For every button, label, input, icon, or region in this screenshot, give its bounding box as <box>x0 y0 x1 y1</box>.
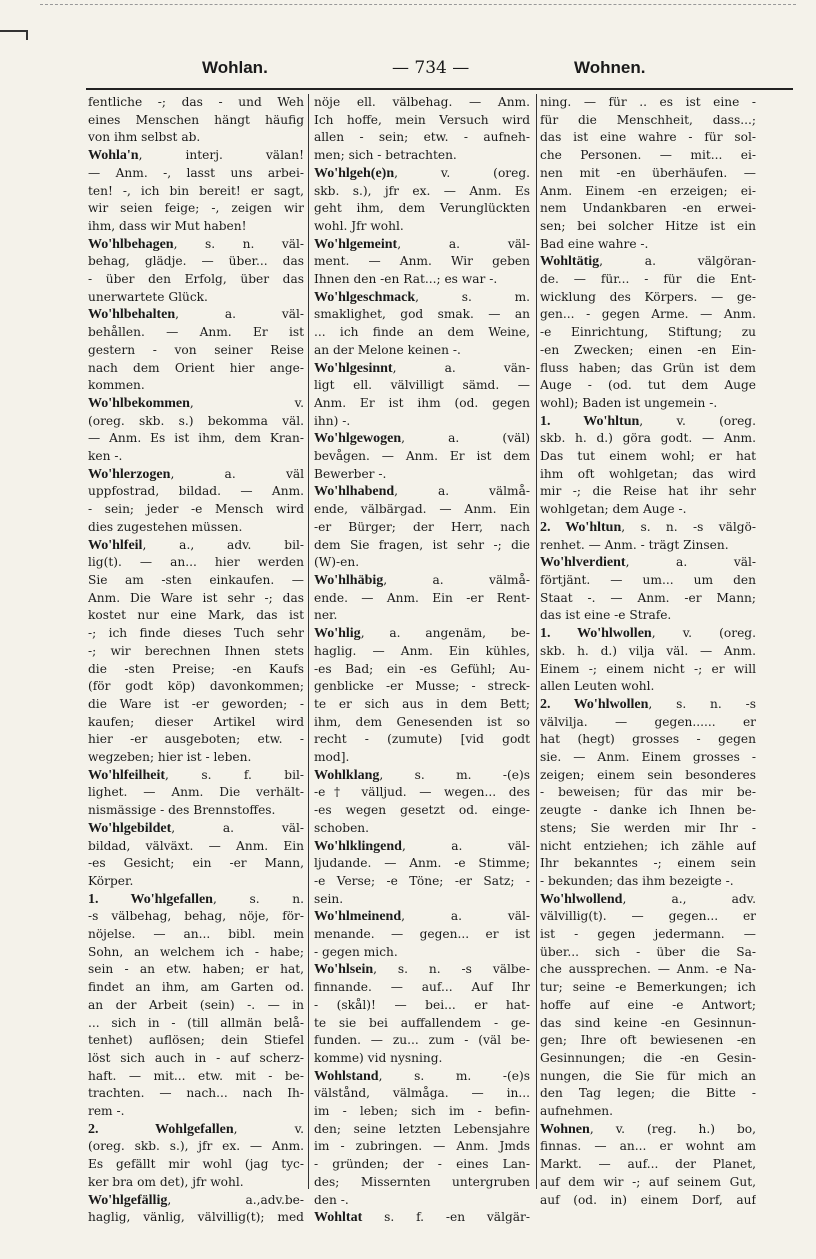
text-line: nungen, die Sie für mich an <box>540 1068 756 1083</box>
text-line: Wo'hlbehagen, s. n. väl- <box>88 236 304 252</box>
column-divider-1 <box>308 94 309 1189</box>
text-line: 1. Wo'hlgefallen, s. n. <box>88 891 304 907</box>
text-line: ihm, dass wir Mut haben! <box>88 218 247 233</box>
text-line: skb. h. d.) göra godt. — Anm. <box>540 431 756 446</box>
text-line: ... ich finde an dem Weine, <box>314 325 530 340</box>
text-line: wicklung des Körpers. — ge- <box>540 289 756 304</box>
text-line: — Anm. Es ist ihm, dem Kran- <box>88 431 304 446</box>
text-line: -es wegen gesetzt od. einge- <box>314 803 530 818</box>
text-line: das sind keine -en Gesinnun- <box>540 1015 756 1030</box>
header-left-guideword: Wohlan. <box>202 58 268 77</box>
text-line: die -sten Preise; -en Kaufs <box>88 661 304 676</box>
text-line: che aussprechen. — Anm. -e Na- <box>540 962 756 977</box>
text-line: behållen. — Anm. Er ist <box>88 325 304 340</box>
text-line: -en Zwecken; einen -en Ein- <box>540 342 756 357</box>
text-line: die Ware ist -er geworden; - <box>88 696 304 711</box>
text-line: auf dem wir -; auf seinem Gut, <box>540 1174 756 1189</box>
text-line: Einem -; einem nicht -; er will <box>540 661 756 676</box>
text-line: Ihnen den -en Rat...; es war -. <box>314 272 498 287</box>
text-line: stens; Sie werden mir Ihr - <box>540 820 756 835</box>
text-line: Wohlstand, s. m. -(e)s <box>314 1068 530 1084</box>
text-line: dies zugestehen müssen. <box>88 519 243 534</box>
text-line: nöje ell. välbehag. — Anm. <box>314 95 530 109</box>
text-line: Körper. <box>88 873 134 888</box>
text-line: -; wir berechnen Ihnen stets <box>88 643 304 658</box>
text-line: auf (od. in) einem Dorf, auf <box>540 1192 756 1207</box>
text-line: skb. h. d.) vilja väl. — Anm. <box>540 643 756 658</box>
text-line: den Tag legen; die Bitte - <box>540 1086 756 1101</box>
text-line: findet an ihm, am Garten od. <box>88 980 304 995</box>
text-line: fluss haben; das Grün ist dem <box>540 360 756 375</box>
text-line: Ihr bekanntes -; einem sein <box>540 856 756 871</box>
text-line: haglig, vänlig, välvillig(t); med <box>88 1210 304 1225</box>
text-line: für die Menschheit, dass...; <box>540 112 756 127</box>
text-line: eines Menschen hängt häufig <box>88 112 304 127</box>
text-line: wohlgetan; dem Auge -. <box>540 502 687 517</box>
text-line: Sie am -sten einkaufen. — <box>88 572 304 587</box>
binding-mark <box>0 30 28 40</box>
text-line: Das tut einem wohl; er hat <box>540 449 756 464</box>
text-line: ten! -, ich bin bereit! er sagt, <box>88 183 304 198</box>
text-line: skb. s.), jfr ex. — Anm. Es <box>314 183 530 198</box>
text-line: ihm oft wohlgetan; das wird <box>540 466 756 481</box>
text-line: Wo'hlsein, s. n. -s välbe- <box>314 962 530 978</box>
text-line: aufnehmen. <box>540 1104 614 1119</box>
text-line: Wo'hlgeh(e)n, v. (oreg. <box>314 165 530 181</box>
text-line: uppfostrad, bildad. — Anm. <box>88 484 304 499</box>
text-line: ... sich in - (till allmän belå- <box>88 1015 304 1030</box>
text-line: sen; bei solcher Hitze ist ein <box>540 218 756 233</box>
text-line: dem Sie fragen, ist sehr -; die <box>314 537 530 552</box>
text-line: - beweisen; für das mir be- <box>540 785 756 800</box>
text-line: wegzeben; hier ist - leben. <box>88 750 252 765</box>
text-line: Wo'hlgebildet, a. väl- <box>88 820 304 836</box>
text-line: Wo'hlfeilheit, s. f. bil- <box>88 767 304 783</box>
text-line: löst sich auch in - auf scherz- <box>88 1050 304 1065</box>
text-line: hoffe auf eine -e Antwort; <box>540 997 756 1012</box>
text-line: che Personen. — mit... ei- <box>540 148 756 163</box>
text-line: sein - an etw. haben; er hat, <box>88 962 304 977</box>
text-line: 2. Wohlgefallen, v. <box>88 1121 304 1137</box>
text-line: Wo'hlerzogen, a. väl <box>88 466 304 482</box>
text-line: hier -er ausgeboten; etw. - <box>88 732 304 747</box>
header-rule <box>86 88 793 90</box>
text-line: ment. — Anm. Wir geben <box>314 254 530 269</box>
text-line: Sohn, an welchem ich - habe; <box>88 944 304 959</box>
text-line: Wo'hlbehalten, a. väl- <box>88 307 304 323</box>
text-line: Wo'hlwollend, a., adv. <box>540 891 756 907</box>
text-line: Auge - (od. tut dem Auge <box>540 378 756 393</box>
text-line: Markt. — auf... der Planet, <box>540 1157 756 1172</box>
text-line: geht ihm, dem Verunglückten <box>314 201 530 216</box>
text-line: 1. Wo'hlwollen, v. (oreg. <box>540 626 756 642</box>
text-line: Wo'hlgefällig, a.,adv.be- <box>88 1192 304 1208</box>
text-line: nöjelse. — an... bibl. mein <box>88 927 304 942</box>
text-line: Anm. Einem -en erzeigen; ei- <box>540 183 756 198</box>
text-line: rem -. <box>88 1104 125 1119</box>
text-line: ken -. <box>88 449 123 464</box>
text-line: tenhet) auflösen; dein Stiefel <box>88 1033 304 1048</box>
text-line: -es Bad; ein -es Gefühl; Au- <box>314 661 530 676</box>
text-line: ligt ell. välvilligt sämd. — <box>314 378 530 393</box>
text-line: -es Gesicht; ein -er Mann, <box>88 856 304 871</box>
text-line: Wo'hlverdient, a. väl- <box>540 555 756 571</box>
text-line: trachten. — nach... nach Ih- <box>88 1086 304 1101</box>
text-line: (oreg. skb. s.), jfr ex. — Anm. <box>88 1139 304 1154</box>
text-line: 2. Wo'hlwollen, s. n. -s <box>540 696 756 712</box>
text-line: sie. — Anm. Einem grosses - <box>540 750 756 765</box>
text-line: Wo'hlhabend, a. välmå- <box>314 484 530 500</box>
text-line: -s välbehag, behag, nöje, för- <box>88 909 304 924</box>
text-line: nen mit -en überhäufen. — <box>540 165 756 180</box>
text-line: 2. Wo'hltun, s. n. -s välgö- <box>540 519 756 535</box>
text-line: renhet. — Anm. - trägt Zinsen. <box>540 537 729 552</box>
text-line: wohl); Baden ist ungemein -. <box>540 395 718 410</box>
text-line: Staat -. — Anm. -er Mann; <box>540 590 756 605</box>
text-line: tur; seine -e Bemerkungen; ich <box>540 980 756 995</box>
text-line: kommen. <box>88 378 145 393</box>
text-line: — Anm. -, lasst uns arbei- <box>88 165 304 180</box>
text-line: ihm, dem Genesenden ist so <box>314 714 530 729</box>
text-line: behag, glädje. — über... das <box>88 254 304 269</box>
text-line: (oreg. skb. s.) bekomma väl. <box>88 413 304 428</box>
text-line: ende. — Anm. Ein -er Rent- <box>314 590 530 605</box>
text-line: menande. — gegen... er ist <box>314 927 530 942</box>
text-line: haglig. — Anm. Ein kühles, <box>314 643 530 658</box>
text-line: nismässige - des Brennstoffes. <box>88 803 276 818</box>
text-line: wir seien feige; -, zeigen wir <box>88 201 304 216</box>
text-line: - über den Erfolg, über das <box>88 272 304 287</box>
text-line: Wo'hlgemeint, a. väl- <box>314 236 530 252</box>
text-line: ner. <box>314 608 338 623</box>
text-line: Anm. Er ist ihm (od. gegen <box>314 395 530 410</box>
text-line: gen; Ihre oft bewiesenen -en <box>540 1033 756 1048</box>
text-line: nach dem Orient hier ange- <box>88 360 304 375</box>
text-line: Es gefällt mir wohl (jag tyc- <box>88 1157 304 1172</box>
text-line: te er sich aus in dem Bett; <box>314 696 530 711</box>
text-line: komme) vid nysning. <box>314 1050 443 1065</box>
text-line: den; seine letzten Lebensjahre <box>314 1121 530 1136</box>
text-line: Wo'hlgewogen, a. (väl) <box>314 431 530 447</box>
text-line: -e Verse; -e Töne; -er Satz; - <box>314 873 530 888</box>
text-line: haft. — mit... etw. mit - be- <box>88 1068 304 1083</box>
text-line: förtjänt. — um... um den <box>540 572 756 587</box>
text-line: lighet. — Anm. Die verhält- <box>88 785 304 800</box>
text-line: fentliche -; das - und Weh <box>88 95 304 109</box>
text-line: de. — für... - für die Ent- <box>540 272 756 287</box>
text-line: hat (hegt) grosses - gegen <box>540 732 756 747</box>
text-line: -er Bürger; der Herr, nach <box>314 519 530 534</box>
text-line: bevågen. — Anm. Er ist dem <box>314 449 530 464</box>
page-number: — 734 — <box>392 58 470 78</box>
text-line: finnande. — auf... Auf Ihr <box>314 980 530 995</box>
text-line: den -. <box>314 1192 349 1207</box>
text-line: Wo'hlbekommen, v. <box>88 395 304 411</box>
text-line: - (skål)! — bei... er hat- <box>314 997 530 1012</box>
text-line: -; ich finde dieses Tuch sehr <box>88 626 304 641</box>
text-line: im - leben; sich im - befin- <box>314 1104 530 1119</box>
text-line: gestern - von seiner Reise <box>88 342 304 357</box>
header-right-guideword: Wohnen. <box>574 58 646 77</box>
text-line: ljudande. — Anm. -e Stimme; <box>314 856 530 871</box>
text-line: Wo'hlgesinnt, a. vän- <box>314 360 530 376</box>
text-line: Wo'hlmeinend, a. väl- <box>314 909 530 925</box>
text-line: ende, välbärgad. — Anm. Ein <box>314 502 530 517</box>
text-line: välvillig(t). — gegen... er <box>540 909 756 924</box>
text-line: nem Undankbaren -en erwei- <box>540 201 756 216</box>
column-1 <box>88 94 304 1227</box>
text-line: Bad eine wahre -. <box>540 236 649 251</box>
text-line: Wohla'n, interj. välan! <box>88 148 304 164</box>
text-line: allen Leuten wohl. <box>540 679 655 694</box>
text-line: -e† välljud. — wegen... des <box>314 785 530 800</box>
text-line: lig(t). — an... hier werden <box>88 555 304 570</box>
text-line: Wo'hlfeil, a., adv. bil- <box>88 537 304 553</box>
text-line: Ich hoffe, mein Versuch wird <box>314 112 530 127</box>
text-line: (W)-en. <box>314 555 360 570</box>
text-line: das ist eine wahre - für sol- <box>540 130 756 145</box>
text-line: ihn) -. <box>314 413 351 428</box>
text-line: smaklighet, god smak. — an <box>314 307 530 322</box>
text-line: funden. — zu... zum - (väl be- <box>314 1033 530 1048</box>
text-line: men; sich - betrachten. <box>314 148 457 163</box>
text-line: schoben. <box>314 820 370 835</box>
text-line: zeigen; einem sein besonderes <box>540 767 756 782</box>
text-line: gen... - gegen Arme. — Anm. <box>540 307 756 322</box>
page-header <box>86 56 786 86</box>
text-line: sein. <box>314 891 344 906</box>
text-line: unerwartete Glück. <box>88 289 208 304</box>
text-line: mod]. <box>314 750 350 765</box>
text-line: Wohnen, v. (reg. h.) bo, <box>540 1121 756 1137</box>
text-line: kostet nur eine Mark, das ist <box>88 608 304 623</box>
text-line: ist - gegen jedermann. — <box>540 927 756 942</box>
text-line: mir -; die Reise hat ihr sehr <box>540 484 756 499</box>
text-line: - gründen; der - eines Lan- <box>314 1157 530 1172</box>
text-line: Wohltat s. f. -en välgär- <box>314 1210 530 1226</box>
text-line: Wo'hlig, a. angenäm, be- <box>314 626 530 642</box>
text-line: te sie bei auffallendem - ge- <box>314 1015 530 1030</box>
text-line: Gesinnungen; die -en Gesin- <box>540 1050 756 1065</box>
text-line: wohl. Jfr wohl. <box>314 218 404 233</box>
text-line: Bewerber -. <box>314 466 387 481</box>
text-line: zeugte - danke ich Ihnen be- <box>540 803 756 818</box>
text-line: genblicke -er Musse; - streck- <box>314 679 530 694</box>
text-line: kaufen; dieser Artikel wird <box>88 714 304 729</box>
text-line: Wo'hlklingend, a. väl- <box>314 838 530 854</box>
column-3 <box>540 94 756 1209</box>
text-line: recht - (zumute) [vid godt <box>314 732 530 747</box>
text-line: nicht entziehen; ich zähle auf <box>540 838 756 853</box>
column-divider-2 <box>536 94 537 1189</box>
text-line: an der Melone keinen -. <box>314 342 461 357</box>
text-line: allen - sein; etw. - aufneh- <box>314 130 530 145</box>
text-line: välstånd, välmåga. — in... <box>314 1086 530 1101</box>
text-line: das ist eine -e Strafe. <box>540 608 672 623</box>
text-line: Wo'hlgeschmack, s. m. <box>314 289 530 305</box>
text-line: ker bra om det), jfr wohl. <box>88 1174 244 1189</box>
text-line: Wohltätig, a. välgöran- <box>540 254 756 270</box>
text-line: -e Einrichtung, Stiftung; zu <box>540 325 756 340</box>
text-line: an der Arbeit (sein) -. — in <box>88 997 304 1012</box>
text-line: Wo'hlhäbig, a. välmå- <box>314 572 530 588</box>
text-line: välvilja. — gegen...... er <box>540 714 756 729</box>
text-line: - bekunden; das ihm bezeigte -. <box>540 873 734 888</box>
text-line: (för godt köp) davonkommen; <box>88 679 304 694</box>
text-line: im - zubringen. — Anm. Jmds <box>314 1139 530 1154</box>
top-border <box>40 4 796 5</box>
text-line: über... sich - über die Sa- <box>540 944 756 959</box>
text-line: - gegen mich. <box>314 944 398 959</box>
text-line: Wohlklang, s. m. -(e)s <box>314 767 530 783</box>
text-line: von ihm selbst ab. <box>88 130 201 145</box>
text-line: bildad, välväxt. — Anm. Ein <box>88 838 304 853</box>
text-line: Anm. Die Ware ist sehr -; das <box>88 590 304 605</box>
text-line: finnas. — an... er wohnt am <box>540 1139 756 1154</box>
column-2 <box>314 94 530 1227</box>
text-line: des; Missernten untergruben <box>314 1174 530 1189</box>
text-line: 1. Wo'hltun, v. (oreg. <box>540 413 756 429</box>
text-line: ning. — für .. es ist eine - <box>540 95 756 109</box>
text-line: - sein; jeder -e Mensch wird <box>88 502 304 517</box>
